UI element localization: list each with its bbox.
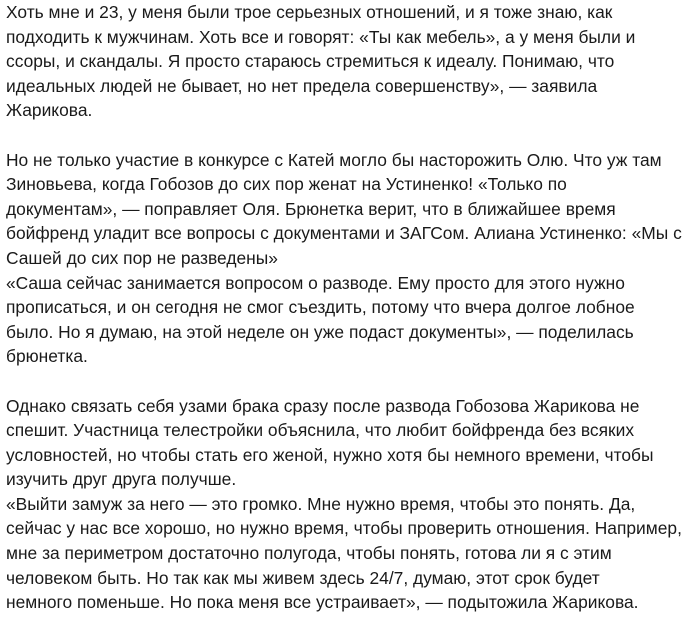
text-line: подходить к мужчинам. Хоть все и говорят: «Ты как мебель», а у меня были и [6,26,636,47]
paragraph-1 [6,0,696,123]
text-line: документам», — поправляет Оля. Брюнетка верит, что в ближайшее время [6,198,616,219]
text-line: Зиновьева, когда Гобозов до сих пор женат на Устиненко! «Только по [6,174,567,195]
text-line: брюнетка. [6,346,88,367]
text-line: спешит. Участница телестройки объяснила, что любит бойфренда без всяких [6,420,635,441]
text-line: «Саша сейчас занимается вопросом о разводе. Ему просто для этого нужно [6,272,625,293]
text-line: было. Но я думаю, на этой неделе он уже подаст документы», — поделилась [6,321,634,342]
text-line: Жарикова. [6,100,93,121]
text-line: сейчас у нас все хорошо, но нужно время, чтобы проверить отношения. Например, [6,518,682,539]
text-line: «Выйти замуж за него — это громко. Мне нужно время, чтобы это понять. Да, [6,493,636,514]
text-line: ссоры, и скандалы. Я просто стараюсь стремиться к идеалу. Понимаю, что [6,51,615,72]
text-line: Сашей до сих пор не разведены» [6,247,278,268]
text-line: немного поменьше. Но пока меня все устраивает», — подытожила Жарикова. [6,592,639,613]
text-line: изучить друг друга получше. [6,469,237,490]
paragraph-3 [6,394,696,615]
paragraph-2 [6,148,696,369]
text-line: условностей, но чтобы стать его женой, нужно хотя бы немного времени, чтобы [6,444,654,465]
text-line: Однако связать себя узами брака сразу после развода Гобозова Жарикова не [6,395,640,416]
text-line: человеком быть. Но так как мы живем здесь 24/7, думаю, этот срок будет [6,567,600,588]
text-line: мне за периметром достаточно полугода, чтобы понять, готова ли я с этим [6,543,612,564]
text-line: бойфренд уладит все вопросы с документами и ЗАГСом. Алиана Устиненко: «Мы с [6,223,682,244]
text-line: идеальных людей не бывает, но нет предела совершенству», — заявила [6,75,598,96]
article-body [6,0,696,615]
text-line: прописаться, и он сегодня не смог съездить, потому что вчера долгое лобное [6,297,635,318]
text-line: Хоть мне и 23, у меня были трое серьезных отношений, и я тоже знаю, как [6,2,613,22]
text-line: Но не только участие в конкурсе с Катей могло бы насторожить Олю. Что уж там [6,149,662,170]
